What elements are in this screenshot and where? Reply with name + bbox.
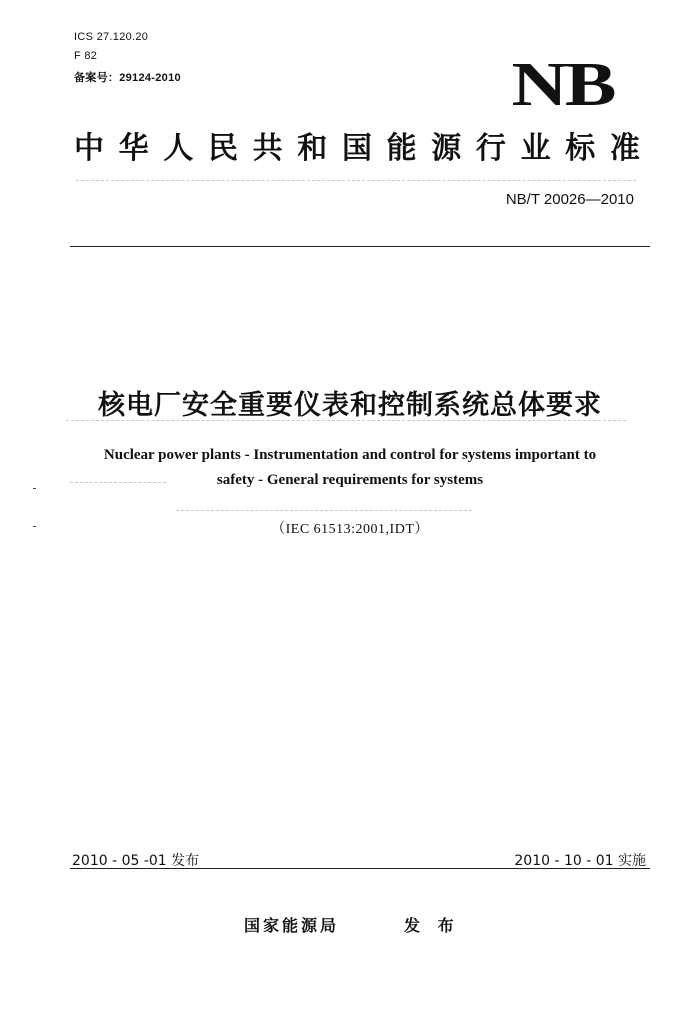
- chinese-title: 核电厂安全重要仪表和控制系统总体要求: [98, 390, 602, 421]
- standard-type-char: 共: [252, 131, 283, 166]
- header-rule: [70, 246, 650, 247]
- scan-artifact-line: [176, 510, 472, 511]
- standard-type-char: 标: [565, 131, 596, 166]
- standard-type-char: 业: [520, 131, 551, 166]
- standard-type-title: [74, 131, 640, 166]
- english-title-line: safety - General requirements for systems: [216, 472, 484, 488]
- standard-type-char: 中: [74, 131, 104, 166]
- footer-rule: [70, 868, 650, 869]
- publish-label: 发 布: [404, 916, 460, 935]
- scan-artifact-line: [70, 482, 166, 483]
- standard-type-char: 准: [609, 131, 640, 166]
- standard-number: NB/T 20026—2010: [505, 191, 634, 208]
- standard-type-char: 行: [475, 131, 506, 166]
- english-title-line: Nuclear power plants - Instrumentation and control for systems important to: [103, 447, 597, 463]
- issue-date: 2010 - 05 -01 发布: [72, 853, 200, 869]
- standard-type-char: 民: [207, 131, 238, 166]
- implementation-date: 2010 - 10 - 01 实施: [514, 853, 646, 869]
- english-title: [60, 443, 640, 493]
- standard-type-char: 华: [118, 131, 149, 166]
- iec-equivalence: （IEC 61513:2001,IDT）: [271, 522, 429, 537]
- nb-logo: NB: [511, 51, 614, 119]
- standard-type-char: 和: [297, 131, 328, 166]
- scan-artifact-line: [76, 180, 636, 181]
- scan-speck: [33, 488, 36, 489]
- standard-type-char: 能: [386, 131, 417, 166]
- scan-artifact-line: [66, 420, 626, 421]
- ics-code: ICS 27.120.20: [74, 31, 149, 43]
- ccs-code: F 82: [74, 50, 98, 62]
- record-number: 备案号：29124-2010: [74, 72, 181, 84]
- standard-type-char: 国: [341, 131, 372, 166]
- standard-type-char: 源: [431, 131, 462, 166]
- standard-type-char: 人: [163, 131, 194, 166]
- publisher-name: 国家能源局: [244, 916, 340, 935]
